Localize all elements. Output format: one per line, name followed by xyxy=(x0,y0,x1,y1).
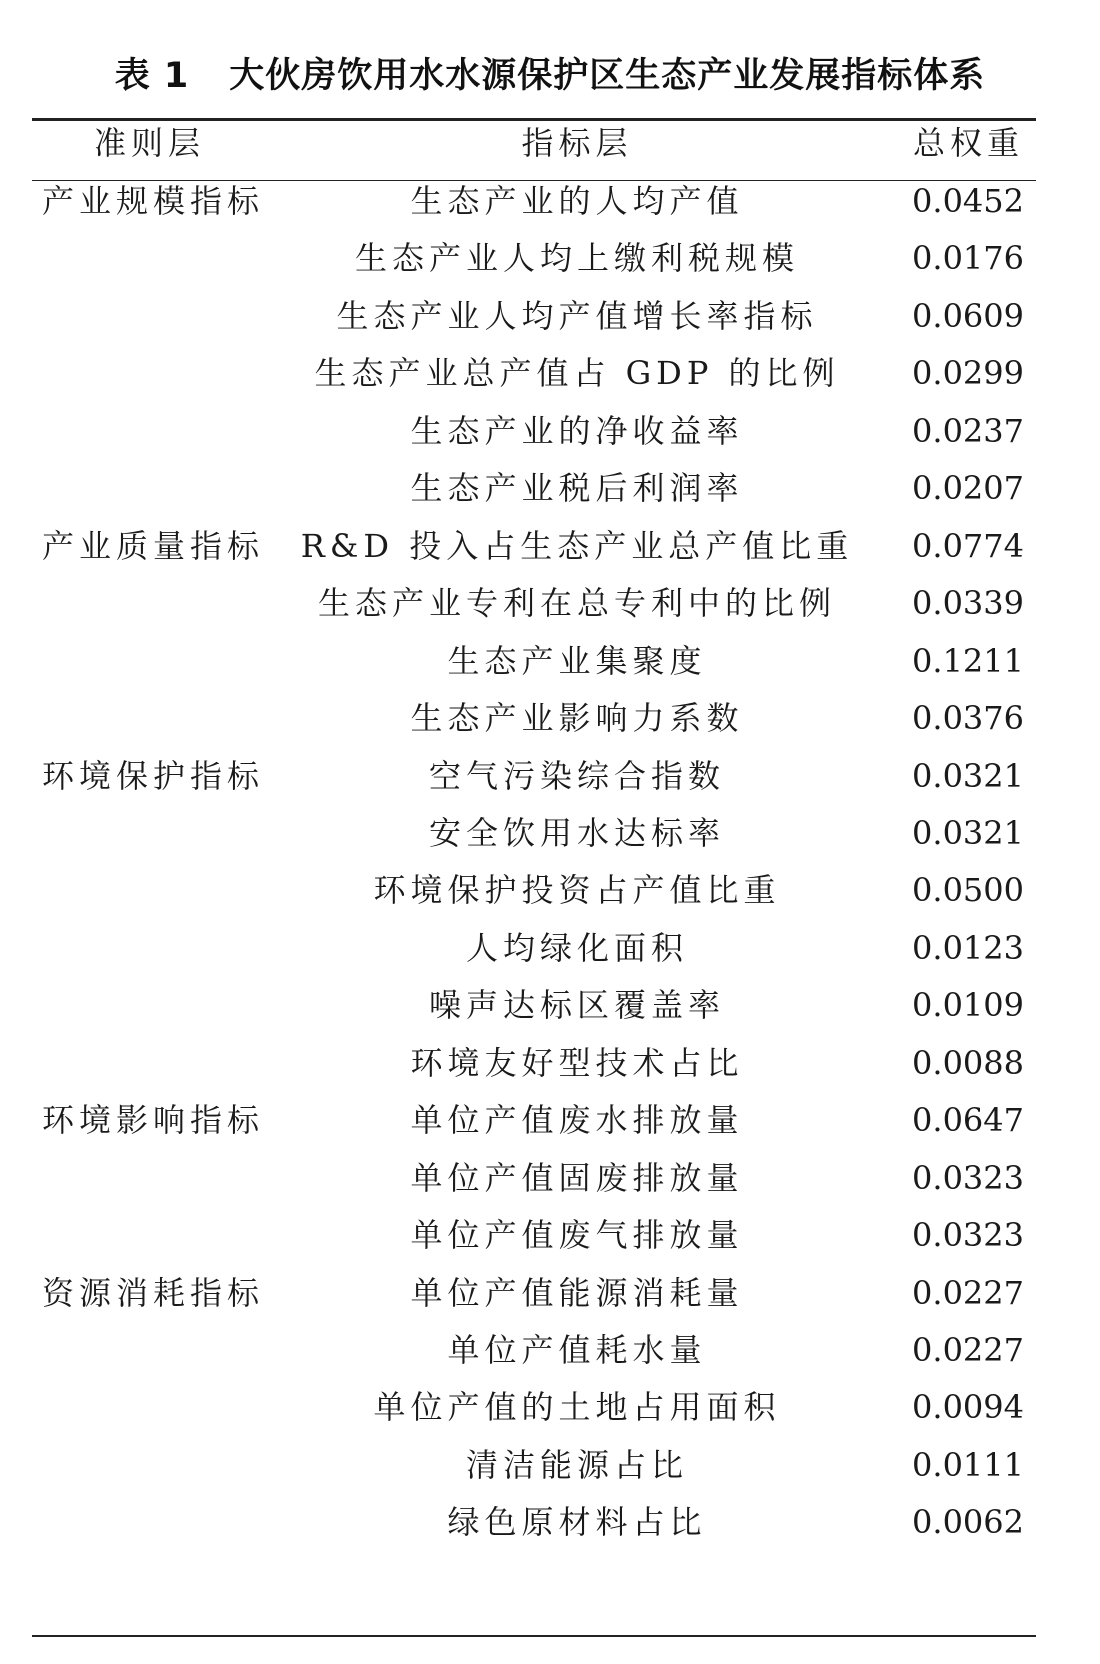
indicator-cell: 安全饮用水达标率 xyxy=(428,813,725,852)
criteria-cell: 环境保护指标 xyxy=(42,756,265,795)
table-row xyxy=(32,1033,1036,1093)
criteria-cell: 资源消耗指标 xyxy=(42,1273,265,1312)
indicator-cell: 生态产业税后利润率 xyxy=(410,469,744,508)
weight-cell: 0.0774 xyxy=(912,526,1024,565)
header-weight: 总权重 xyxy=(912,124,1024,162)
indicator-cell: 单位产值废气排放量 xyxy=(410,1216,744,1255)
indicator-cell: 单位产值的土地占用面积 xyxy=(373,1388,781,1427)
table-row xyxy=(32,1205,1036,1265)
weight-cell: 0.0176 xyxy=(912,239,1024,278)
indicator-cell: 绿色原材料占比 xyxy=(447,1503,707,1542)
weight-cell: 0.0609 xyxy=(912,296,1024,335)
criteria-cell: 产业质量指标 xyxy=(42,526,265,565)
criteria-cell: 产业规模指标 xyxy=(42,182,265,220)
indicator-cell: 生态产业总产值占 GDP 的比例 xyxy=(314,354,840,393)
indicator-cell: 生态产业影响力系数 xyxy=(410,699,744,738)
table-row xyxy=(32,1263,1036,1323)
weight-cell: 0.0088 xyxy=(912,1043,1024,1082)
table-row xyxy=(32,343,1036,403)
table-row xyxy=(32,171,1036,231)
table-row xyxy=(32,631,1036,691)
table-row xyxy=(32,1320,1036,1380)
table-row xyxy=(32,746,1036,806)
table-header-row xyxy=(32,113,1036,173)
indicator-cell: 人均绿化面积 xyxy=(465,928,688,967)
indicator-cell: 生态产业的净收益率 xyxy=(410,411,744,450)
table-row xyxy=(32,1090,1036,1150)
weight-cell: 0.0299 xyxy=(912,354,1024,393)
weight-cell: 0.0123 xyxy=(912,928,1024,967)
indicator-cell: 生态产业的人均产值 xyxy=(410,182,744,220)
bottom-rule xyxy=(32,1635,1036,1637)
indicator-cell: 清洁能源占比 xyxy=(465,1445,688,1484)
table-row xyxy=(32,860,1036,920)
table-row xyxy=(32,975,1036,1035)
table-caption xyxy=(0,48,1100,98)
table-row xyxy=(32,1377,1036,1437)
weight-cell: 0.1211 xyxy=(912,641,1024,680)
weight-cell: 0.0237 xyxy=(912,411,1024,450)
weight-cell: 0.0323 xyxy=(912,1216,1024,1255)
weight-cell: 0.0321 xyxy=(912,756,1024,795)
indicator-cell: 生态产业人均产值增长率指标 xyxy=(336,296,818,335)
weight-cell: 0.0321 xyxy=(912,813,1024,852)
table-row xyxy=(32,1148,1036,1208)
table-row xyxy=(32,458,1036,518)
criteria-cell: 环境影响指标 xyxy=(42,1101,265,1140)
table-row xyxy=(32,1435,1036,1495)
table-row xyxy=(32,228,1036,288)
table-row xyxy=(32,516,1036,576)
weight-cell: 0.0111 xyxy=(912,1445,1024,1484)
indicator-cell: R&D 投入占生态产业总产值比重 xyxy=(300,526,854,565)
weight-cell: 0.0500 xyxy=(912,871,1024,910)
indicator-cell: 噪声达标区覆盖率 xyxy=(428,986,725,1025)
table-row xyxy=(32,286,1036,346)
table-number: 表 1 xyxy=(114,56,190,96)
weight-cell: 0.0647 xyxy=(912,1101,1024,1140)
indicator-cell: 单位产值固废排放量 xyxy=(410,1158,744,1197)
header-indicator: 指标层 xyxy=(521,124,633,162)
table-title: 大伙房饮用水水源保护区生态产业发展指标体系 xyxy=(229,56,986,96)
weight-cell: 0.0109 xyxy=(912,986,1024,1025)
indicator-cell: 单位产值废水排放量 xyxy=(410,1101,744,1140)
indicator-cell: 生态产业专利在总专利中的比例 xyxy=(317,584,836,623)
indicator-cell: 空气污染综合指数 xyxy=(428,756,725,795)
weight-cell: 0.0376 xyxy=(912,699,1024,738)
table-row xyxy=(32,803,1036,863)
table-row xyxy=(32,1492,1036,1552)
weight-cell: 0.0339 xyxy=(912,584,1024,623)
weight-cell: 0.0062 xyxy=(912,1503,1024,1542)
table-row xyxy=(32,573,1036,633)
weight-cell: 0.0452 xyxy=(912,182,1024,220)
table-row xyxy=(32,688,1036,748)
indicator-cell: 生态产业人均上缴利税规模 xyxy=(354,239,799,278)
indicator-cell: 环境保护投资占产值比重 xyxy=(373,871,781,910)
indicator-cell: 单位产值能源消耗量 xyxy=(410,1273,744,1312)
table-row xyxy=(32,401,1036,461)
weight-cell: 0.0207 xyxy=(912,469,1024,508)
weight-cell: 0.0227 xyxy=(912,1331,1024,1369)
header-criteria: 准则层 xyxy=(94,124,206,162)
table-row xyxy=(32,918,1036,978)
weight-cell: 0.0323 xyxy=(912,1158,1024,1197)
weight-cell: 0.0227 xyxy=(912,1273,1024,1312)
weight-cell: 0.0094 xyxy=(912,1388,1024,1427)
indicator-cell: 单位产值耗水量 xyxy=(447,1331,707,1369)
indicator-cell: 生态产业集聚度 xyxy=(447,641,707,680)
indicator-cell: 环境友好型技术占比 xyxy=(410,1043,744,1082)
